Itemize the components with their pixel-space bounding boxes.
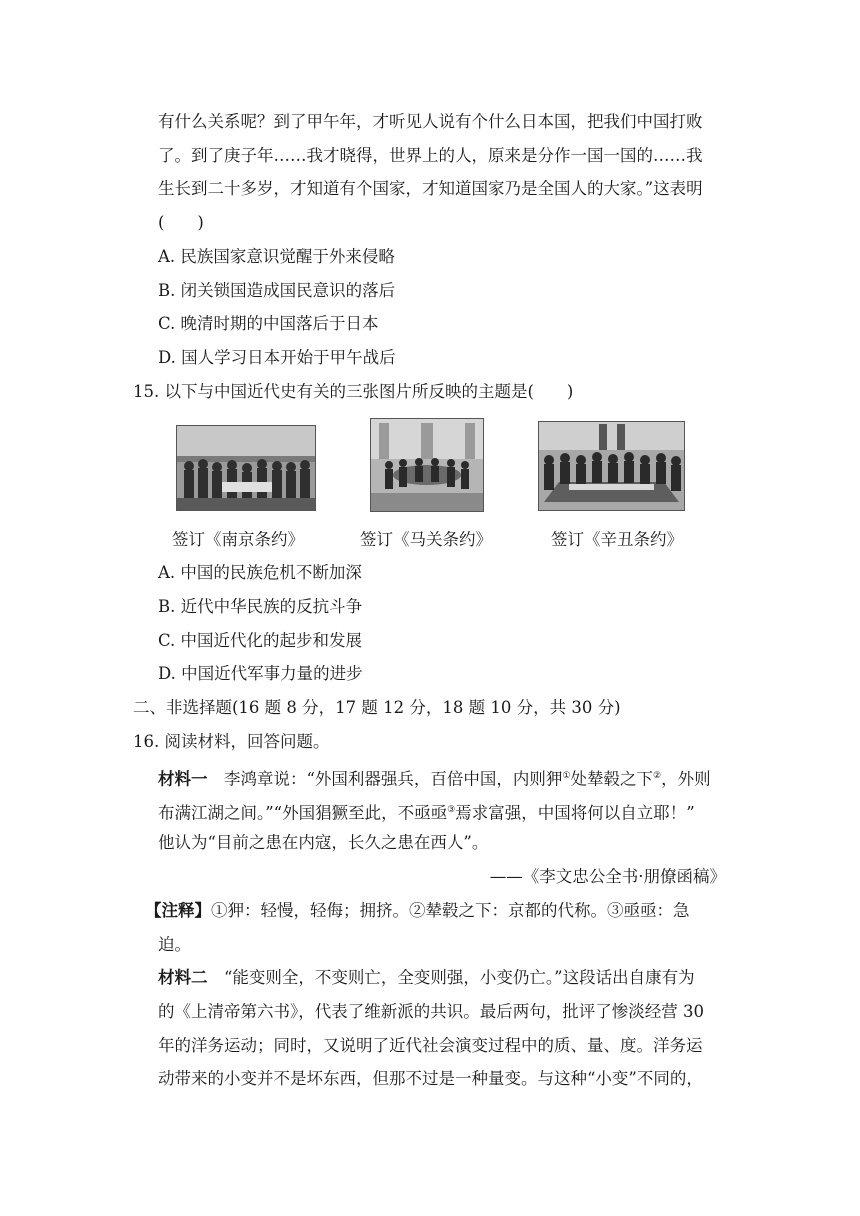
- q14-text-line-3: 生长到二十多岁，才知道有个国家，才知道国家乃是全国人的大家。”这表明: [158, 179, 703, 198]
- q15-option-d: D. 中国近代军事力量的进步: [158, 664, 363, 683]
- annotation-line-2: 迫。: [158, 935, 191, 954]
- q15-option-c: C. 中国近代化的起步和发展: [158, 631, 363, 650]
- q16-material-2-line-2: 的《上清帝第六书》，代表了维新派的共识。最后两句，批评了惨淡经营 30: [158, 1002, 704, 1021]
- q14-option-a: A. 民族国家意识觉醒于外来侵略: [158, 247, 395, 266]
- q14-text-line-1: 有什么关系呢？到了甲午年，才听见人说有个什么日本国，把我们中国打败: [158, 112, 703, 131]
- section-2-heading: 二、非选择题(16 题 8 分，17 题 12 分，18 题 10 分，共 30 分): [133, 698, 621, 717]
- q16-material-2-line-1: 材料二 “能变则全，不变则亡，全变则强，小变仍亡。”这段话出自康有为: [158, 968, 695, 987]
- q14-text-line-2: 了。到了庚子年……我才晓得，世界上的人，原来是分作一国一国的……我: [158, 146, 703, 165]
- q16-material-1-line-3: 他认为“目前之患在内寇，长久之患在西人”。: [158, 833, 489, 852]
- shimonoseki-treaty-photo: [370, 418, 484, 512]
- q16-material-1-line-2: 布满江湖之间。”“外国猖獗至此，不亟亟③焉求富强，中国将何以自立耶！”: [158, 803, 695, 823]
- q16-material-1-line-1: 材料一 李鸿章说：“外国利器强兵，百倍中国，内则狎①处辇毂之下②，外则: [158, 769, 711, 789]
- q14-option-d: D. 国人学习日本开始于甲午战后: [158, 348, 396, 367]
- boxer-protocol-photo: [538, 421, 685, 511]
- q16-material-2-line-3: 年的洋务运动；同时，又说明了近代社会演变过程中的质、量、度。洋务运: [158, 1036, 703, 1055]
- material-2-label: 材料二: [158, 968, 208, 987]
- q16-material-2-line-4: 动带来的小变并不是坏东西，但那不过是一种量变。与这种“小变”不同的，: [158, 1069, 703, 1088]
- q14-answer-bracket: ( ): [158, 213, 204, 232]
- material-1-source: ——《李文忠公全书·朋僚函稿》: [489, 867, 726, 886]
- caption-nanjing-treaty: 签订《南京条约》: [172, 530, 304, 549]
- q15-option-b: B. 近代中华民族的反抗斗争: [158, 597, 363, 616]
- q14-option-b: B. 闭关锁国造成国民意识的落后: [158, 281, 396, 300]
- nanjing-treaty-photo: [176, 425, 316, 511]
- caption-boxer-protocol: 签订《辛丑条约》: [551, 530, 683, 549]
- q15-stem: 15. 以下与中国近代史有关的三张图片所反映的主题是( ): [133, 382, 574, 401]
- caption-shimonoseki-treaty: 签订《马关条约》: [360, 530, 492, 549]
- q14-option-c: C. 晚清时期的中国落后于日本: [158, 314, 379, 333]
- annotation-label: 【注释】: [145, 901, 211, 920]
- annotation-line-1: 【注释】①狎：轻慢，轻侮；拥挤。②辇毂之下：京都的代称。③亟亟：急: [145, 901, 690, 920]
- q15-option-a: A. 中国的民族危机不断加深: [158, 563, 362, 582]
- q16-stem: 16. 阅读材料，回答问题。: [133, 732, 330, 751]
- material-1-label: 材料一: [158, 769, 208, 789]
